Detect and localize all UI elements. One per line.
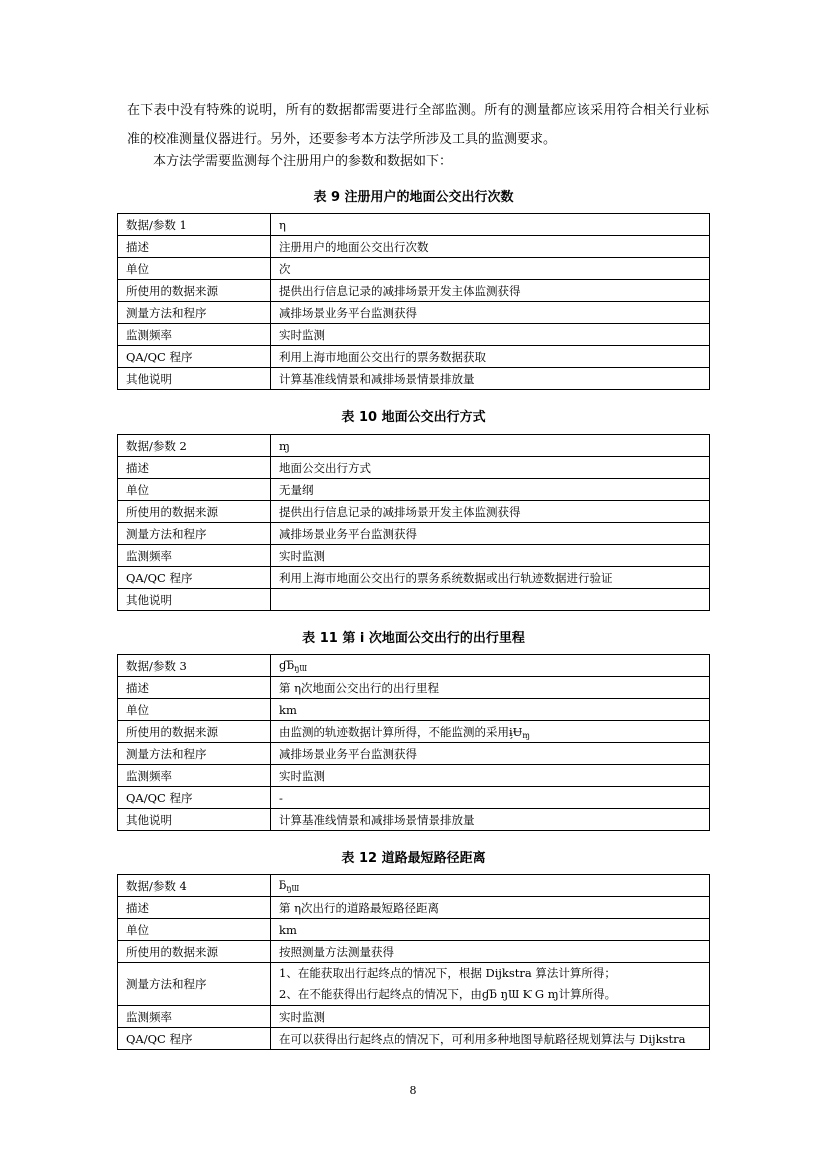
table-row (118, 236, 710, 258)
row-label: 数据/参数 3 (118, 655, 271, 677)
value-text: 减排场景业务平台监测获得 (279, 305, 417, 320)
table-10-caption: 表 10 地面公交出行方式 (341, 410, 486, 425)
value-text: 在可以获得出行起终点的情况下，可利用多种地图导航路径规划算法与 Dijkstra (279, 1031, 686, 1046)
row-label: 其他说明 (118, 809, 271, 831)
value-text: 实时监测 (279, 327, 325, 342)
table-row (118, 457, 710, 479)
table-11 (117, 654, 710, 831)
row-label: 其他说明 (118, 368, 271, 390)
table-row (118, 258, 710, 280)
row-value (271, 545, 710, 567)
table-row (118, 567, 710, 589)
value-text: 地面公交出行方式 (279, 460, 371, 475)
row-value (271, 302, 710, 324)
table-9-caption: 表 9 注册用户的地面公交出行次数 (313, 190, 514, 205)
row-value (271, 655, 710, 677)
value-text: 提供出行信息记录的减排场景开发主体监测获得 (279, 504, 521, 519)
row-value (271, 919, 710, 941)
intro-lead-paragraph: 本方法学需要监测每个注册用户的参数和数据如下： (153, 154, 453, 169)
intro-paragraph: 在下表中没有特殊的说明，所有的数据都需要进行全部监测。所有的测量都应该采用符合相关行业标准的校准测量仪器进行。另外，还要参考本方法学所涉及工具的监测要求。 (127, 103, 709, 147)
row-label: 单位 (118, 699, 271, 721)
value-text: 减排场景业务平台监测获得 (279, 746, 417, 761)
row-value (271, 765, 710, 787)
row-label: 测量方法和程序 (118, 963, 271, 1006)
row-value (271, 346, 710, 368)
value-text: 无量纲 (279, 482, 314, 497)
table-row (118, 677, 710, 699)
value-text: η (279, 217, 286, 232)
table-row (118, 809, 710, 831)
row-label: 所使用的数据来源 (118, 280, 271, 302)
value-line: 2、在不能获得出行起终点的情况下，由ɠƃ ŋƜ Ƙ G ɱ计算所得。 (279, 987, 617, 1001)
row-label: 测量方法和程序 (118, 743, 271, 765)
value-line: 1、在能获取出行起终点的情况下，根据 Dijkstra 算法计算所得； (279, 966, 616, 980)
row-value (271, 479, 710, 501)
table-row (118, 765, 710, 787)
value-text: ɠƃ (279, 658, 295, 672)
row-value (271, 1006, 710, 1028)
value-text: 由监测的轨迹数据计算所得，不能监测的采用ɨ̗Ʉ (279, 724, 523, 739)
table-row (118, 787, 710, 809)
row-value (271, 941, 710, 963)
table-row (118, 963, 710, 1006)
table-row (118, 545, 710, 567)
row-value (271, 963, 710, 1006)
table-row (118, 324, 710, 346)
value-text: 利用上海市地面公交出行的票务系统数据或出行轨迹数据进行验证 (279, 570, 613, 585)
table-12-caption: 表 12 道路最短路径距离 (341, 851, 486, 866)
value-text: km (279, 702, 297, 717)
row-label: 监测频率 (118, 545, 271, 567)
row-value (271, 236, 710, 258)
table-row (118, 280, 710, 302)
row-label: 其他说明 (118, 589, 271, 611)
row-label: 数据/参数 2 (118, 435, 271, 457)
row-value (271, 457, 710, 479)
row-value (271, 258, 710, 280)
table-row (118, 897, 710, 919)
table-row (118, 919, 710, 941)
row-label: 单位 (118, 919, 271, 941)
table-row (118, 479, 710, 501)
value-text: 按照测量方法测量获得 (279, 944, 394, 959)
row-label: 描述 (118, 677, 271, 699)
row-value (271, 699, 710, 721)
value-text: 次 (279, 261, 291, 276)
row-value (271, 501, 710, 523)
table-row (118, 941, 710, 963)
table-12 (117, 874, 710, 1050)
value-text: - (279, 790, 283, 805)
table-row (118, 1006, 710, 1028)
row-value (271, 589, 710, 611)
table-10 (117, 434, 710, 611)
value-text: 实时监测 (279, 768, 325, 783)
row-label: 所使用的数据来源 (118, 501, 271, 523)
row-label: 测量方法和程序 (118, 523, 271, 545)
table-row (118, 743, 710, 765)
row-label: 监测频率 (118, 765, 271, 787)
row-value (271, 567, 710, 589)
row-label: 监测频率 (118, 1006, 271, 1028)
value-text: 计算基准线情景和减排场景情景排放量 (279, 371, 475, 386)
row-label: 所使用的数据来源 (118, 941, 271, 963)
table-row (118, 655, 710, 677)
row-value (271, 368, 710, 390)
row-label: 描述 (118, 457, 271, 479)
page-number: 8 (409, 1084, 417, 1097)
value-text: 第 η次出行的道路最短路径距离 (279, 900, 440, 915)
row-label: 单位 (118, 258, 271, 280)
table-9 (117, 213, 710, 390)
value-text: km (279, 922, 297, 937)
row-label: 监测频率 (118, 324, 271, 346)
row-label: 所使用的数据来源 (118, 721, 271, 743)
row-value (271, 1028, 710, 1050)
table-11-caption: 表 11 第 i 次地面公交出行的出行里程 (302, 631, 525, 646)
row-label: 描述 (118, 897, 271, 919)
row-value (271, 743, 710, 765)
row-value (271, 677, 710, 699)
table-row (118, 435, 710, 457)
value-text: 利用上海市地面公交出行的票务数据获取 (279, 349, 486, 364)
value-text: ɱ (279, 438, 290, 453)
table-row (118, 875, 710, 897)
row-label: 单位 (118, 479, 271, 501)
value-text: 实时监测 (279, 1009, 325, 1024)
value-text: 提供出行信息记录的减排场景开发主体监测获得 (279, 283, 521, 298)
row-value (271, 809, 710, 831)
row-label: 描述 (118, 236, 271, 258)
row-value (271, 214, 710, 236)
row-label: 数据/参数 4 (118, 875, 271, 897)
table-row (118, 368, 710, 390)
value-text: 第 η次地面公交出行的出行里程 (279, 680, 440, 695)
row-value (271, 787, 710, 809)
value-text: 注册用户的地面公交出行次数 (279, 239, 429, 254)
table-row (118, 523, 710, 545)
value-text: 计算基准线情景和减排场景情景排放量 (279, 812, 475, 827)
row-value (271, 280, 710, 302)
row-value (271, 875, 710, 897)
row-label: QA/QC 程序 (118, 567, 271, 589)
table-row (118, 346, 710, 368)
value-subscript: ŋƜ (286, 884, 300, 893)
row-value (271, 721, 710, 743)
row-value (271, 897, 710, 919)
table-row (118, 302, 710, 324)
row-label: QA/QC 程序 (118, 1028, 271, 1050)
table-row (118, 501, 710, 523)
row-value (271, 435, 710, 457)
value-text: ƃ (279, 878, 287, 892)
value-subscript: ŋƜ (294, 664, 307, 673)
table-row (118, 1028, 710, 1050)
table-row (118, 214, 710, 236)
row-value (271, 523, 710, 545)
table-row (118, 721, 710, 743)
row-label: QA/QC 程序 (118, 346, 271, 368)
table-row (118, 699, 710, 721)
row-label: QA/QC 程序 (118, 787, 271, 809)
table-row (118, 589, 710, 611)
row-label: 测量方法和程序 (118, 302, 271, 324)
row-value (271, 324, 710, 346)
value-text: 实时监测 (279, 548, 325, 563)
value-text: 减排场景业务平台监测获得 (279, 526, 417, 541)
value-subscript: ɱ (522, 730, 530, 740)
row-label: 数据/参数 1 (118, 214, 271, 236)
